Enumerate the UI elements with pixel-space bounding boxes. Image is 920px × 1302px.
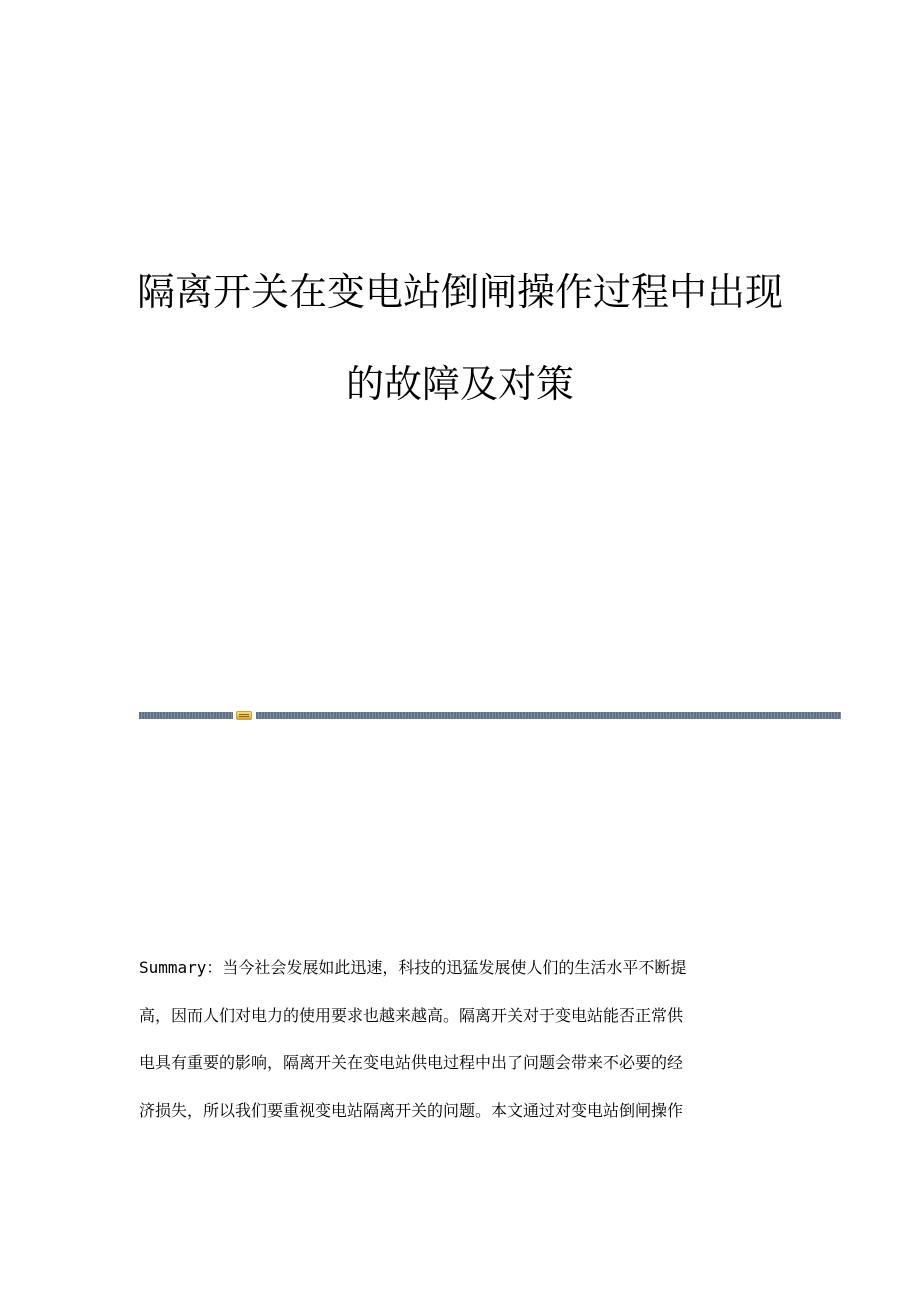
summary-line: 高，因而人们对电力的使用要求也越来越高。隔离开关对于变电站能否正常供 — [139, 1005, 684, 1025]
document-title-line-2: 的故障及对策 — [345, 362, 574, 406]
divider-ornament-icon — [236, 711, 252, 720]
section-divider — [139, 711, 841, 720]
summary-line: 济损失，所以我们要重视变电站隔离开关的问题。本文通过对变电站倒闸操作 — [139, 1100, 684, 1120]
summary-paragraph — [139, 944, 777, 1134]
document-title-line-1: 隔离开关在变电站倒闸操作过程中出现 — [136, 270, 783, 314]
summary-line: Summary：当今社会发展如此迅速，科技的迅猛发展使人们的生活水平不断提 — [139, 958, 687, 977]
divider-bar-right — [256, 712, 841, 719]
divider-bar-left — [139, 712, 233, 719]
summary-line: 电具有重要的影响，隔离开关在变电站供电过程中出了问题会带来不必要的经 — [139, 1053, 684, 1072]
